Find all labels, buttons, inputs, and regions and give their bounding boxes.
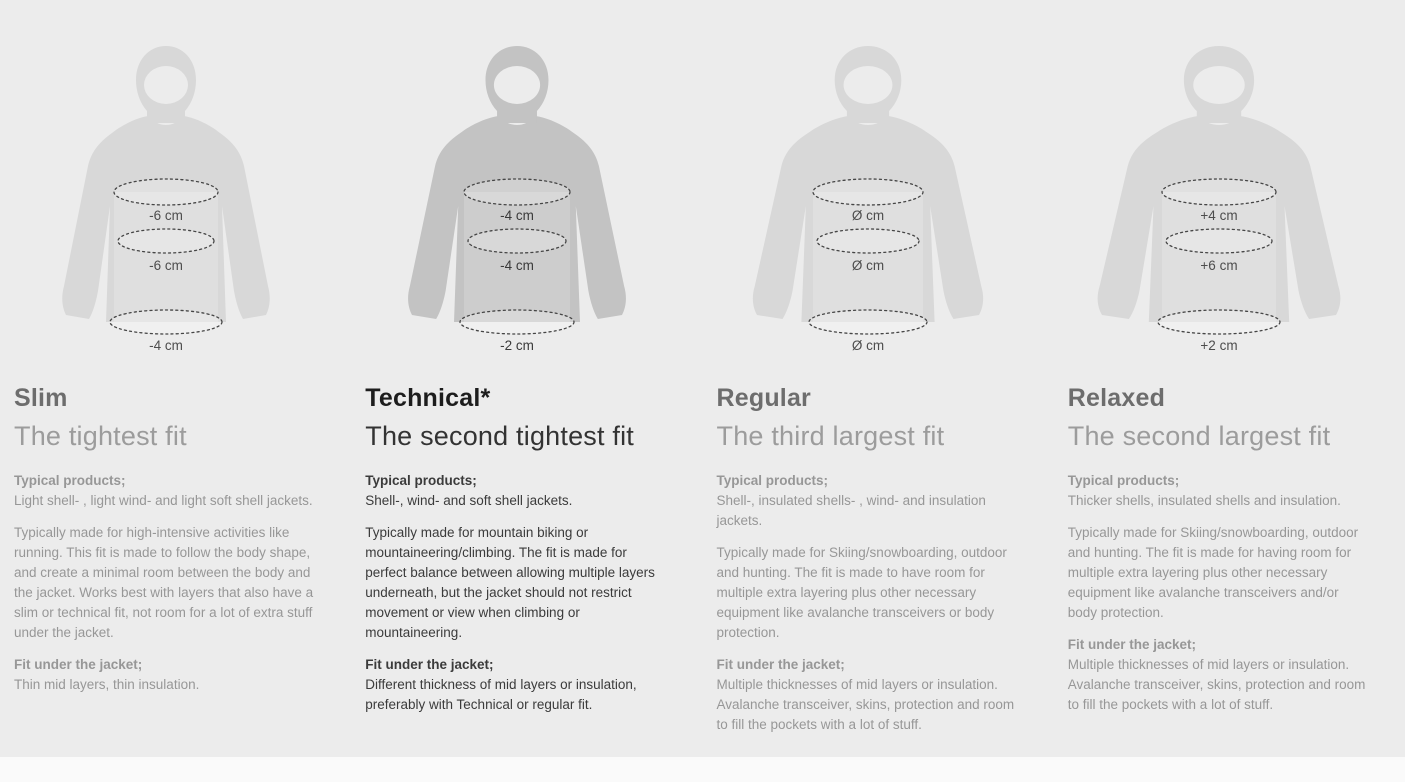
hem-measure-ellipse <box>460 310 574 334</box>
fit-description-block <box>365 471 668 715</box>
waist-measure-ellipse <box>468 229 566 253</box>
typical-products-text: Thicker shells, insulated shells and insulation. <box>1067 493 1341 508</box>
jacket-figure-slim <box>14 30 317 375</box>
fit-under-jacket-label: Fit under the jacket; <box>14 657 143 672</box>
typical-products-label: Typical products; <box>716 473 829 488</box>
fit-column-technical <box>351 0 702 757</box>
fit-under-jacket-text: Different thickness of mid layers or insulation, preferably with Technical or regular fit. <box>365 677 637 712</box>
jacket-illustration <box>738 30 998 375</box>
hem-measure-ellipse <box>809 310 927 334</box>
hem-measure-label: -2 cm <box>500 338 534 353</box>
fit-under-jacket-label: Fit under the jacket; <box>365 657 494 672</box>
waist-measure-ellipse <box>1166 229 1272 253</box>
hem-measure-label: Ø cm <box>852 338 885 353</box>
typical-products-label: Typical products; <box>1067 473 1180 488</box>
fit-description-text: Typically made for high-intensive activities like running. This fit is made to follow the body shape, and create a minimal room between the body and the jacket. Works best with layers that also have a slim or technical fit, not room for a lot of extra stuff under the jacket. <box>14 525 314 640</box>
typical-products-label: Typical products; <box>365 473 477 488</box>
jacket-illustration <box>1089 30 1349 375</box>
chest-measure-label: -4 cm <box>500 208 534 223</box>
hem-measure-label: +2 cm <box>1200 338 1238 353</box>
fit-description-block <box>1068 471 1371 715</box>
fit-title: Relaxed <box>1067 384 1166 412</box>
fit-title: Technical* <box>365 384 491 412</box>
waist-measure-label: +6 cm <box>1200 258 1238 273</box>
fit-title: Slim <box>14 384 68 412</box>
jacket-illustration <box>36 30 296 375</box>
fit-description-block <box>14 471 317 695</box>
jacket-figure-regular <box>717 30 1020 375</box>
fit-under-jacket-text: Multiple thicknesses of mid layers or insulation. Avalanche transceiver, skins, protection and room to fill the pockets with a lot of stuff. <box>716 677 1015 732</box>
fit-under-jacket-label: Fit under the jacket; <box>716 657 845 672</box>
fit-column-regular <box>703 0 1054 757</box>
typical-products-text: Shell-, insulated shells- , wind- and insulation jackets. <box>716 493 986 528</box>
bottom-strip <box>0 757 1405 782</box>
chest-measure-ellipse <box>114 179 218 205</box>
waist-measure-label: -6 cm <box>148 258 183 273</box>
fit-title: Regular <box>716 384 811 412</box>
typical-products-text: Light shell- , light wind- and light soft shell jackets. <box>14 493 313 508</box>
jacket-figure-relaxed <box>1068 30 1371 375</box>
typical-products-label: Typical products; <box>14 473 126 488</box>
fit-subtitle: The second tightest fit <box>365 421 634 451</box>
fit-description-block <box>717 471 1020 735</box>
typical-products-text: Shell-, wind- and soft shell jackets. <box>365 493 573 508</box>
fit-under-jacket-text: Multiple thicknesses of mid layers or insulation. Avalanche transceiver, skins, protection and room to fill the pockets with a lot of stuff. <box>1067 657 1366 712</box>
jacket-figure-technical <box>365 30 668 375</box>
chest-measure-ellipse <box>1162 179 1276 205</box>
fit-under-jacket-text: Thin mid layers, thin insulation. <box>14 677 200 692</box>
hem-measure-ellipse <box>1158 310 1280 334</box>
chest-measure-ellipse <box>813 179 923 205</box>
chest-measure-label: Ø cm <box>852 208 885 223</box>
fit-description-text: Typically made for Skiing/snowboarding, outdoor and hunting. The fit is made for having room for multiple extra layering plus other necessary equipment like avalanche transceivers and/or body protection. <box>1067 525 1359 620</box>
fit-subtitle: The third largest fit <box>716 421 945 451</box>
waist-measure-label: -4 cm <box>500 258 534 273</box>
fit-description-text: Typically made for mountain biking or mountaineering/climbing. The fit is made for perfect balance between allowing multiple layers underneath, but the jacket should not restrict movement or view when climbing or mountaineering. <box>365 525 655 640</box>
chest-measure-ellipse <box>464 179 570 205</box>
fit-under-jacket-label: Fit under the jacket; <box>1067 637 1197 652</box>
chest-measure-label: +4 cm <box>1200 208 1238 223</box>
fit-column-relaxed <box>1054 0 1405 757</box>
fit-column-slim <box>0 0 351 757</box>
waist-measure-label: Ø cm <box>852 258 885 273</box>
fit-description-text: Typically made for Skiing/snowboarding, outdoor and hunting. The fit is made to have room for multiple extra layering plus other necessary equipment like avalanche transceivers or body protection. <box>716 545 1007 640</box>
hood-face-hole <box>1194 66 1245 104</box>
hem-measure-ellipse <box>110 310 222 334</box>
hood-face-hole <box>144 66 188 104</box>
jacket-illustration <box>387 30 647 375</box>
hem-measure-label: -4 cm <box>148 338 183 353</box>
chest-measure-label: -6 cm <box>148 208 183 223</box>
fit-subtitle: The second largest fit <box>1067 421 1331 451</box>
fit-subtitle: The tightest fit <box>14 421 187 451</box>
hood-face-hole <box>494 66 540 104</box>
waist-measure-ellipse <box>817 229 919 253</box>
waist-measure-ellipse <box>118 229 214 253</box>
hood-face-hole <box>844 66 893 104</box>
